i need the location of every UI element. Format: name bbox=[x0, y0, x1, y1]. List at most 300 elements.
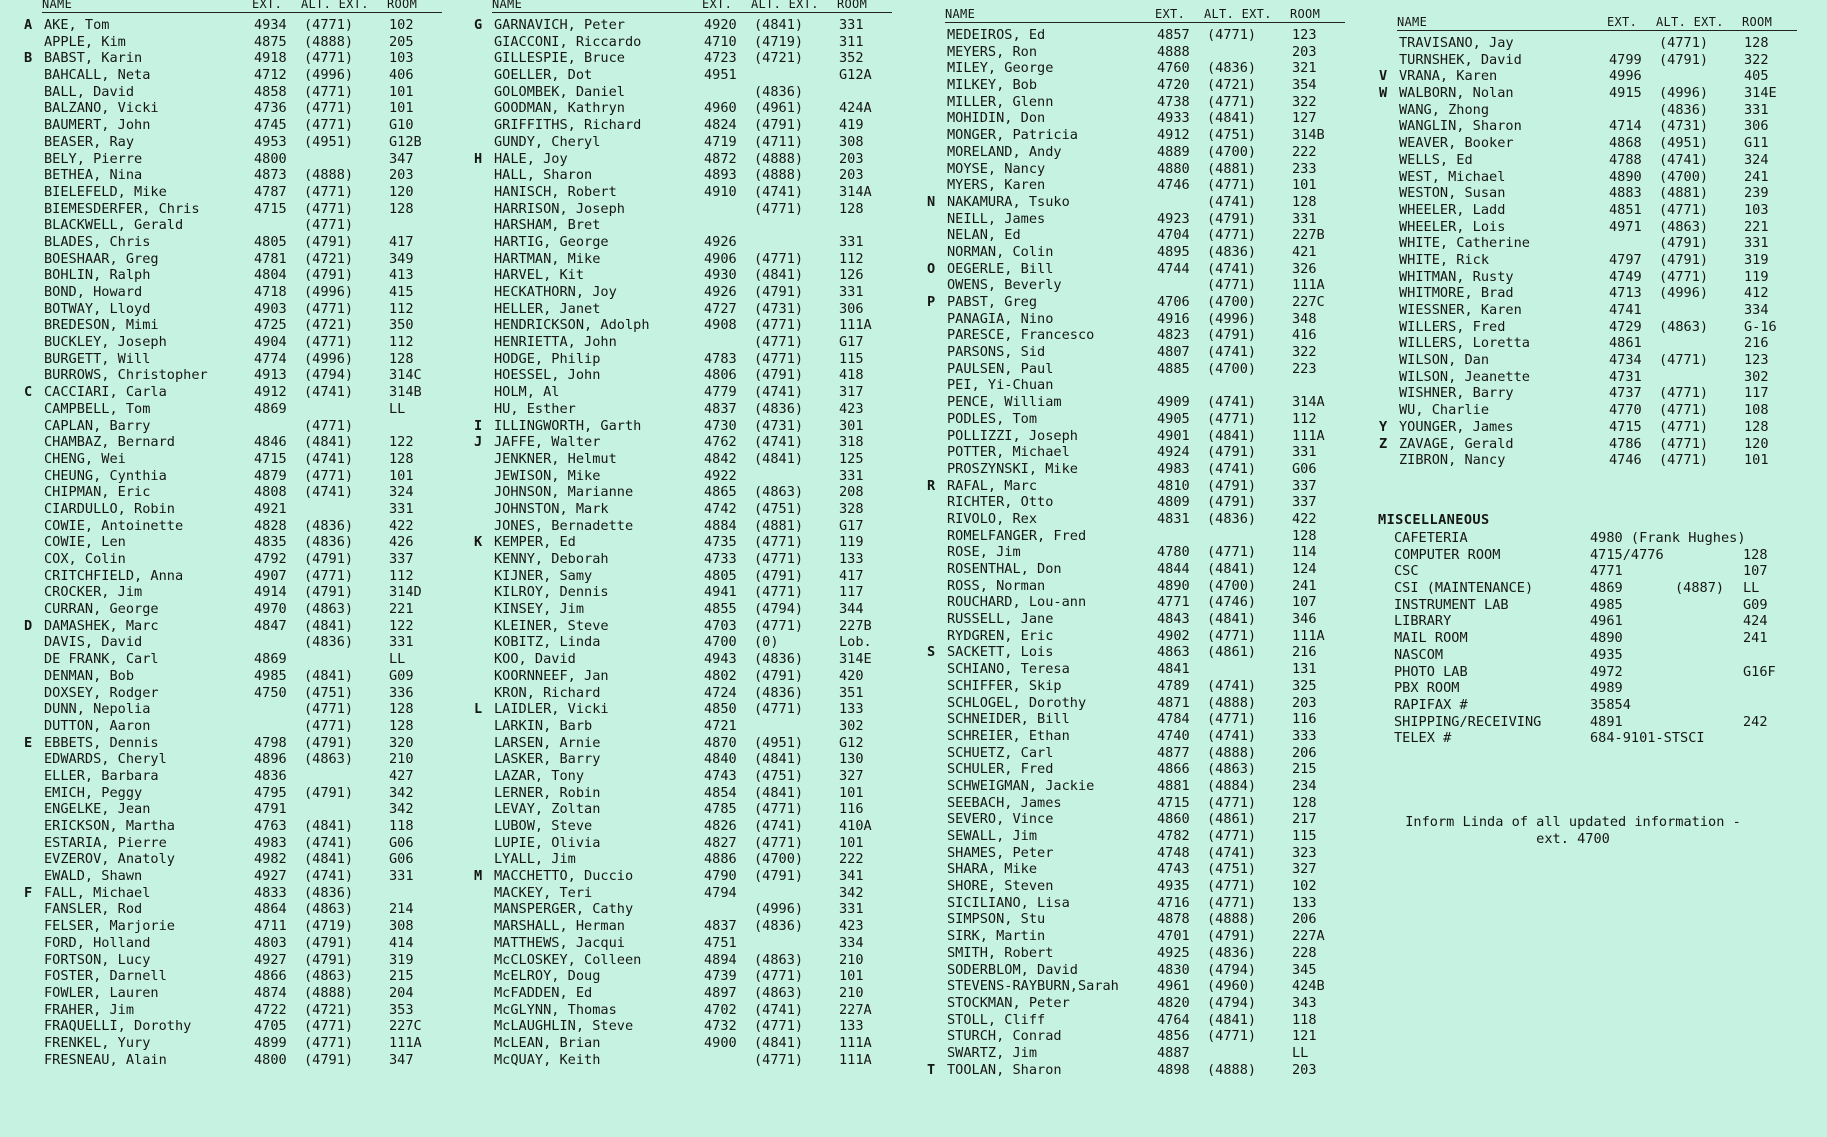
section-letter: L bbox=[474, 701, 483, 718]
person-name: CROCKER, Jim bbox=[44, 584, 143, 601]
extension: 4960 bbox=[704, 100, 737, 117]
person-name: DUNN, Nepolia bbox=[44, 701, 151, 718]
person-name: SHAMES, Peter bbox=[947, 844, 1054, 861]
person-name: BEASER, Ray bbox=[44, 133, 135, 150]
misc-extension: 4890 bbox=[1590, 630, 1623, 647]
room-number: 308 bbox=[839, 133, 864, 150]
misc-label: LIBRARY bbox=[1394, 613, 1452, 630]
alt-extension: (4771) bbox=[1207, 277, 1257, 294]
extension: 4850 bbox=[704, 701, 737, 718]
room-number: 322 bbox=[1744, 51, 1769, 68]
section-letter: V bbox=[1379, 68, 1388, 85]
alt-extension: (4771) bbox=[754, 200, 804, 217]
directory-row bbox=[945, 277, 1345, 294]
alt-extension: (4841) bbox=[304, 434, 354, 451]
section-letter: F bbox=[24, 884, 33, 901]
room-number: 317 bbox=[839, 384, 864, 401]
person-name: ZIBRON, Nancy bbox=[1399, 452, 1506, 469]
person-name: BALZANO, Vicki bbox=[44, 100, 159, 117]
extension: 4898 bbox=[1157, 1061, 1190, 1078]
room-number: 239 bbox=[1744, 185, 1769, 202]
directory-row bbox=[42, 584, 442, 601]
alt-extension: (4861) bbox=[1207, 811, 1257, 828]
directory-row bbox=[492, 551, 892, 568]
extension: 4971 bbox=[1609, 218, 1642, 235]
directory-row bbox=[945, 995, 1345, 1012]
extension: 4785 bbox=[704, 801, 737, 818]
directory-row bbox=[945, 845, 1345, 862]
section-letter: E bbox=[24, 734, 33, 751]
person-name: WANG, Zhong bbox=[1399, 101, 1490, 118]
room-number: 205 bbox=[389, 33, 414, 50]
directory-row bbox=[492, 484, 892, 501]
alt-extension: (4700) bbox=[754, 851, 804, 868]
alt-extension: (4700) bbox=[1207, 294, 1257, 310]
directory-row bbox=[492, 367, 892, 384]
alt-extension: (4771) bbox=[754, 968, 804, 985]
person-name: PABST, Greg bbox=[947, 294, 1038, 310]
extension: 4837 bbox=[704, 400, 737, 417]
alt-extension: (4951) bbox=[754, 734, 804, 751]
extension: 4715 bbox=[254, 450, 287, 467]
directory-row bbox=[42, 184, 442, 201]
alt-extension: (4888) bbox=[304, 33, 354, 50]
directory-row bbox=[492, 568, 892, 585]
person-name: SACKETT, Lois bbox=[947, 644, 1054, 661]
room-number: 311 bbox=[839, 33, 864, 50]
directory-row bbox=[474, 868, 892, 885]
room-number: LL bbox=[389, 400, 406, 417]
directory-row bbox=[945, 94, 1345, 111]
directory-row bbox=[42, 985, 442, 1002]
person-name: STOLL, Cliff bbox=[947, 1011, 1046, 1028]
directory-row bbox=[474, 417, 892, 435]
alt-extension: (4836) bbox=[754, 400, 804, 417]
header-ext: EXT. bbox=[1155, 7, 1186, 21]
room-number: 133 bbox=[1292, 894, 1317, 911]
directory-row bbox=[492, 584, 892, 601]
directory-row bbox=[42, 134, 442, 151]
room-number: 116 bbox=[1292, 711, 1317, 728]
room-number: 345 bbox=[1292, 961, 1317, 978]
alt-extension: (4836) bbox=[1207, 944, 1257, 961]
directory-row bbox=[492, 117, 892, 134]
alt-extension: (4746) bbox=[1207, 594, 1257, 611]
extension: 4983 bbox=[254, 834, 287, 851]
directory-row bbox=[945, 461, 1345, 478]
directory-row bbox=[42, 468, 442, 485]
extension: 4779 bbox=[704, 384, 737, 401]
room-number: 203 bbox=[389, 167, 414, 184]
person-name: SIRK, Martin bbox=[947, 928, 1046, 945]
directory-row bbox=[945, 661, 1345, 678]
misc-extension: 4771 bbox=[1590, 563, 1623, 580]
person-name: NAKAMURA, Tsuko bbox=[947, 193, 1070, 210]
directory-row bbox=[945, 1028, 1345, 1045]
header-name: NAME bbox=[42, 0, 73, 11]
extension: 4740 bbox=[1157, 727, 1190, 744]
room-number: 215 bbox=[389, 968, 414, 985]
alt-extension: (4771) bbox=[754, 534, 804, 551]
person-name: GIACCONI, Riccardo bbox=[494, 33, 642, 50]
extension: 4745 bbox=[254, 117, 287, 134]
directory-row bbox=[945, 377, 1345, 394]
alt-extension: (4771) bbox=[304, 183, 354, 200]
room-number: 107 bbox=[1292, 594, 1317, 611]
extension: 4884 bbox=[704, 517, 737, 534]
person-name: SMITH, Robert bbox=[947, 944, 1054, 961]
alt-extension: (4791) bbox=[304, 1051, 354, 1068]
alt-extension: (4841) bbox=[1207, 611, 1257, 628]
alt-extension: (4741) bbox=[1207, 394, 1257, 411]
room-number: 331 bbox=[839, 233, 864, 250]
alt-extension: (4836) bbox=[1207, 510, 1257, 527]
alt-extension: (4863) bbox=[754, 951, 804, 968]
extension: 4702 bbox=[704, 1001, 737, 1018]
alt-extension: (4791) bbox=[1207, 444, 1257, 461]
room-number: 322 bbox=[1292, 344, 1317, 361]
directory-row bbox=[42, 551, 442, 568]
person-name: FALL, Michael bbox=[44, 884, 151, 901]
alt-extension: (4771) bbox=[754, 350, 804, 367]
alt-extension: (4884) bbox=[1207, 777, 1257, 794]
extension: 4925 bbox=[1157, 944, 1190, 961]
room-number: G09 bbox=[389, 667, 414, 684]
directory-row bbox=[945, 778, 1345, 795]
extension: 4733 bbox=[704, 551, 737, 567]
alt-extension: (4841) bbox=[754, 751, 804, 768]
extension: 4924 bbox=[1157, 444, 1190, 461]
alt-extension: (4771) bbox=[754, 584, 804, 601]
alt-extension: (4791) bbox=[304, 951, 354, 968]
person-name: KLEINER, Steve bbox=[494, 617, 609, 634]
room-number: 328 bbox=[839, 500, 864, 517]
directory-row bbox=[945, 44, 1345, 61]
directory-row bbox=[492, 968, 892, 985]
extension: 4933 bbox=[1157, 110, 1190, 127]
alt-extension: (4791) bbox=[754, 367, 804, 384]
room-number: 321 bbox=[1292, 60, 1317, 77]
extension: 4795 bbox=[254, 784, 287, 801]
directory-row bbox=[42, 284, 442, 301]
alt-extension: (4741) bbox=[1207, 677, 1257, 694]
alt-extension: (4791) bbox=[304, 267, 354, 284]
directory-row bbox=[492, 1002, 892, 1019]
directory-row bbox=[24, 384, 442, 401]
extension: 4715 bbox=[1609, 418, 1642, 435]
alt-extension: (4960) bbox=[1207, 978, 1257, 995]
extension: 4886 bbox=[704, 851, 737, 868]
person-name: SHORE, Steven bbox=[947, 878, 1054, 895]
directory-row bbox=[1397, 335, 1797, 352]
room-number: 302 bbox=[1744, 368, 1769, 385]
extension: 4794 bbox=[704, 884, 737, 901]
room-number: 227C bbox=[389, 1018, 422, 1035]
alt-extension: (4771) bbox=[1207, 410, 1257, 427]
alt-extension: (4836) bbox=[754, 651, 804, 668]
person-name: ROSE, Jim bbox=[947, 544, 1021, 561]
room-number: 342 bbox=[839, 884, 864, 901]
person-name: DUTTON, Aaron bbox=[44, 717, 151, 734]
person-name: STURCH, Conrad bbox=[947, 1028, 1062, 1045]
directory-row bbox=[42, 968, 442, 985]
person-name: EBBETS, Dennis bbox=[44, 734, 159, 751]
extension: 4787 bbox=[254, 183, 287, 200]
room-number: 351 bbox=[839, 684, 864, 701]
room-number: 343 bbox=[1292, 994, 1317, 1011]
room-number: 337 bbox=[1292, 494, 1317, 511]
room-number: 111A bbox=[839, 1034, 872, 1051]
person-name: PENCE, William bbox=[947, 394, 1062, 411]
directory-row bbox=[945, 127, 1345, 144]
person-name: BABST, Karin bbox=[44, 50, 143, 67]
extension: 4828 bbox=[254, 517, 287, 534]
person-name: HENRIETTA, John bbox=[494, 334, 617, 351]
person-name: WALBORN, Nolan bbox=[1399, 85, 1514, 102]
room-number: 424B bbox=[1292, 978, 1325, 995]
directory-row bbox=[492, 234, 892, 251]
room-number: 314E bbox=[1744, 85, 1777, 102]
person-name: WHITE, Rick bbox=[1399, 251, 1490, 268]
section-letter: Y bbox=[1379, 418, 1388, 435]
extension: 4887 bbox=[1157, 1044, 1190, 1061]
directory-row bbox=[42, 801, 442, 818]
misc-extension: 684-9101-STSCI bbox=[1590, 730, 1705, 747]
alt-extension: (4791) bbox=[304, 934, 354, 951]
misc-extension: 35854 bbox=[1590, 696, 1631, 713]
extension: 4729 bbox=[1609, 318, 1642, 335]
room-number: 101 bbox=[839, 834, 864, 851]
directory-row bbox=[1397, 285, 1797, 302]
room-number: 221 bbox=[1744, 218, 1769, 235]
person-name: EVZEROV, Anatoly bbox=[44, 851, 175, 868]
misc-alt-extension: (4887) bbox=[1675, 580, 1725, 597]
extension: 4732 bbox=[704, 1018, 737, 1035]
room-number: 122 bbox=[389, 434, 414, 451]
directory-row bbox=[42, 334, 442, 351]
extension: 4714 bbox=[1609, 118, 1642, 135]
extension: 4800 bbox=[254, 1051, 287, 1068]
extension: 4851 bbox=[1609, 201, 1642, 218]
misc-label: COMPUTER ROOM bbox=[1394, 546, 1501, 563]
alt-extension: (4996) bbox=[754, 901, 804, 918]
directory-row bbox=[1379, 418, 1797, 436]
alt-extension: (4863) bbox=[754, 484, 804, 501]
alt-extension: (4836) bbox=[304, 884, 354, 901]
person-name: CURRAN, George bbox=[44, 601, 159, 618]
directory-row bbox=[927, 477, 1345, 495]
person-name: PAULSEN, Paul bbox=[947, 360, 1054, 377]
room-number: 103 bbox=[1744, 201, 1769, 218]
room-number: 128 bbox=[389, 200, 414, 217]
person-name: EDWARDS, Cheryl bbox=[44, 751, 167, 768]
misc-row bbox=[1378, 730, 1778, 747]
room-number: 233 bbox=[1292, 160, 1317, 177]
alt-extension: (4771) bbox=[1207, 878, 1257, 895]
extension: 4762 bbox=[704, 434, 737, 451]
person-name: PODLES, Tom bbox=[947, 410, 1038, 427]
alt-extension: (4794) bbox=[304, 367, 354, 384]
alt-extension: (4791) bbox=[754, 567, 804, 584]
person-name: FRENKEL, Yury bbox=[44, 1034, 151, 1051]
room-number: 120 bbox=[1744, 435, 1769, 452]
extension: 4873 bbox=[254, 167, 287, 184]
extension: 4914 bbox=[254, 584, 287, 601]
room-number: 301 bbox=[839, 417, 864, 434]
room-number: 319 bbox=[389, 951, 414, 968]
misc-row bbox=[1378, 563, 1778, 580]
alt-extension: (4841) bbox=[754, 267, 804, 284]
alt-extension: (4771) bbox=[1659, 385, 1709, 402]
header-room: ROOM bbox=[387, 0, 418, 11]
alt-extension: (4771) bbox=[1659, 402, 1709, 419]
person-name: BAHCALL, Neta bbox=[44, 67, 151, 84]
person-name: FORD, Holland bbox=[44, 934, 151, 951]
alt-extension: (4700) bbox=[1207, 360, 1257, 377]
directory-row bbox=[24, 884, 442, 902]
directory-row bbox=[945, 544, 1345, 561]
room-number: G11 bbox=[1744, 135, 1769, 152]
room-number: 424A bbox=[839, 100, 872, 117]
extension: 4841 bbox=[1157, 661, 1190, 678]
person-name: COWIE, Len bbox=[44, 534, 126, 551]
alt-extension: (4771) bbox=[304, 567, 354, 584]
room-number: 210 bbox=[389, 751, 414, 768]
extension: 4985 bbox=[254, 667, 287, 684]
directory-row bbox=[945, 177, 1345, 194]
room-number: 112 bbox=[1292, 410, 1317, 427]
alt-extension: (4841) bbox=[1207, 110, 1257, 127]
room-number: 331 bbox=[389, 500, 414, 517]
directory-row bbox=[42, 718, 442, 735]
extension: 4790 bbox=[704, 868, 737, 885]
alt-extension: (4771) bbox=[1207, 711, 1257, 728]
extension: 4820 bbox=[1157, 994, 1190, 1011]
room-number: 227A bbox=[1292, 928, 1325, 945]
room-number: 314B bbox=[1292, 127, 1325, 144]
extension: 4771 bbox=[1157, 594, 1190, 611]
room-number: 306 bbox=[839, 300, 864, 317]
extension: 4864 bbox=[254, 901, 287, 918]
person-name: RUSSELL, Jane bbox=[947, 611, 1054, 628]
person-name: GOELLER, Dot bbox=[494, 67, 593, 84]
person-name: SCHWEIGMAN, Jackie bbox=[947, 777, 1095, 794]
section-letter: H bbox=[474, 150, 483, 167]
directory-row bbox=[42, 167, 442, 184]
room-number: 346 bbox=[1292, 611, 1317, 628]
directory-row bbox=[492, 851, 892, 868]
directory-row bbox=[945, 795, 1345, 812]
person-name: DAMASHEK, Marc bbox=[44, 617, 159, 634]
room-number: 222 bbox=[839, 851, 864, 868]
extension: 4874 bbox=[254, 984, 287, 1001]
person-name: CIARDULLO, Robin bbox=[44, 500, 175, 517]
room-number: 210 bbox=[839, 984, 864, 1001]
room-number: 214 bbox=[389, 901, 414, 918]
directory-row bbox=[42, 201, 442, 218]
extension: 4810 bbox=[1157, 477, 1190, 494]
extension: 4734 bbox=[1609, 352, 1642, 369]
directory-row bbox=[492, 167, 892, 184]
extension: 4934 bbox=[254, 17, 287, 33]
misc-room: 107 bbox=[1743, 563, 1768, 580]
room-number: 302 bbox=[839, 717, 864, 734]
room-number: 221 bbox=[389, 601, 414, 618]
room-number: 241 bbox=[1744, 168, 1769, 185]
header-ext: EXT. bbox=[252, 0, 283, 11]
misc-row bbox=[1378, 647, 1778, 664]
section-letter: B bbox=[24, 50, 33, 67]
extension: 4802 bbox=[704, 667, 737, 684]
directory-row bbox=[945, 77, 1345, 94]
room-number: 234 bbox=[1292, 777, 1317, 794]
person-name: WU, Charlie bbox=[1399, 402, 1490, 419]
room-number: 423 bbox=[839, 918, 864, 935]
room-number: 128 bbox=[1744, 35, 1769, 51]
directory-row bbox=[492, 334, 892, 351]
person-name: KOBITZ, Linda bbox=[494, 634, 601, 651]
room-number: G17 bbox=[839, 334, 864, 351]
directory-row bbox=[1397, 135, 1797, 152]
person-name: FRESNEAU, Alain bbox=[44, 1051, 167, 1068]
directory-row bbox=[945, 878, 1345, 895]
directory-row bbox=[42, 351, 442, 368]
alt-extension: (4794) bbox=[1207, 994, 1257, 1011]
directory-row bbox=[42, 301, 442, 318]
extension: 4770 bbox=[1609, 402, 1642, 419]
room-number: 308 bbox=[389, 918, 414, 935]
directory-row bbox=[492, 735, 892, 752]
person-name: JENKNER, Helmut bbox=[494, 450, 617, 467]
extension: 4805 bbox=[254, 233, 287, 250]
person-name: WHITMORE, Brad bbox=[1399, 285, 1514, 302]
alt-extension: (4791) bbox=[304, 551, 354, 567]
room-number: 128 bbox=[1292, 193, 1317, 210]
directory-row bbox=[1397, 302, 1797, 319]
alt-extension: (4771) bbox=[304, 417, 354, 434]
alt-extension: (4863) bbox=[304, 751, 354, 768]
person-name: MILLER, Glenn bbox=[947, 93, 1054, 110]
person-name: LUBOW, Steve bbox=[494, 818, 593, 834]
alt-extension: (4841) bbox=[1207, 427, 1257, 444]
directory-row bbox=[1397, 35, 1797, 52]
extension: 4701 bbox=[1157, 928, 1190, 945]
room-number: 222 bbox=[1292, 143, 1317, 160]
alt-extension: (0) bbox=[754, 634, 779, 651]
room-number: 119 bbox=[839, 534, 864, 551]
alt-extension: (4771) bbox=[304, 83, 354, 100]
directory-row bbox=[492, 184, 892, 201]
alt-extension: (4741) bbox=[304, 450, 354, 467]
section-letter: N bbox=[927, 193, 936, 210]
alt-extension: (4888) bbox=[754, 167, 804, 184]
alt-extension: (4741) bbox=[1207, 460, 1257, 477]
person-name: FOSTER, Darnell bbox=[44, 968, 167, 985]
extension: 4863 bbox=[1157, 644, 1190, 661]
directory-row bbox=[945, 561, 1345, 578]
room-number: 333 bbox=[1292, 727, 1317, 744]
misc-room: 424 bbox=[1743, 613, 1768, 630]
person-name: DOXSEY, Rodger bbox=[44, 684, 159, 701]
extension: 4715 bbox=[254, 200, 287, 217]
extension: 4808 bbox=[254, 484, 287, 501]
extension: 4896 bbox=[254, 751, 287, 768]
misc-extension: 4891 bbox=[1590, 713, 1623, 730]
room-number: 206 bbox=[1292, 744, 1317, 761]
extension: 4858 bbox=[254, 83, 287, 100]
misc-row bbox=[1378, 530, 1778, 547]
directory-row bbox=[492, 267, 892, 284]
